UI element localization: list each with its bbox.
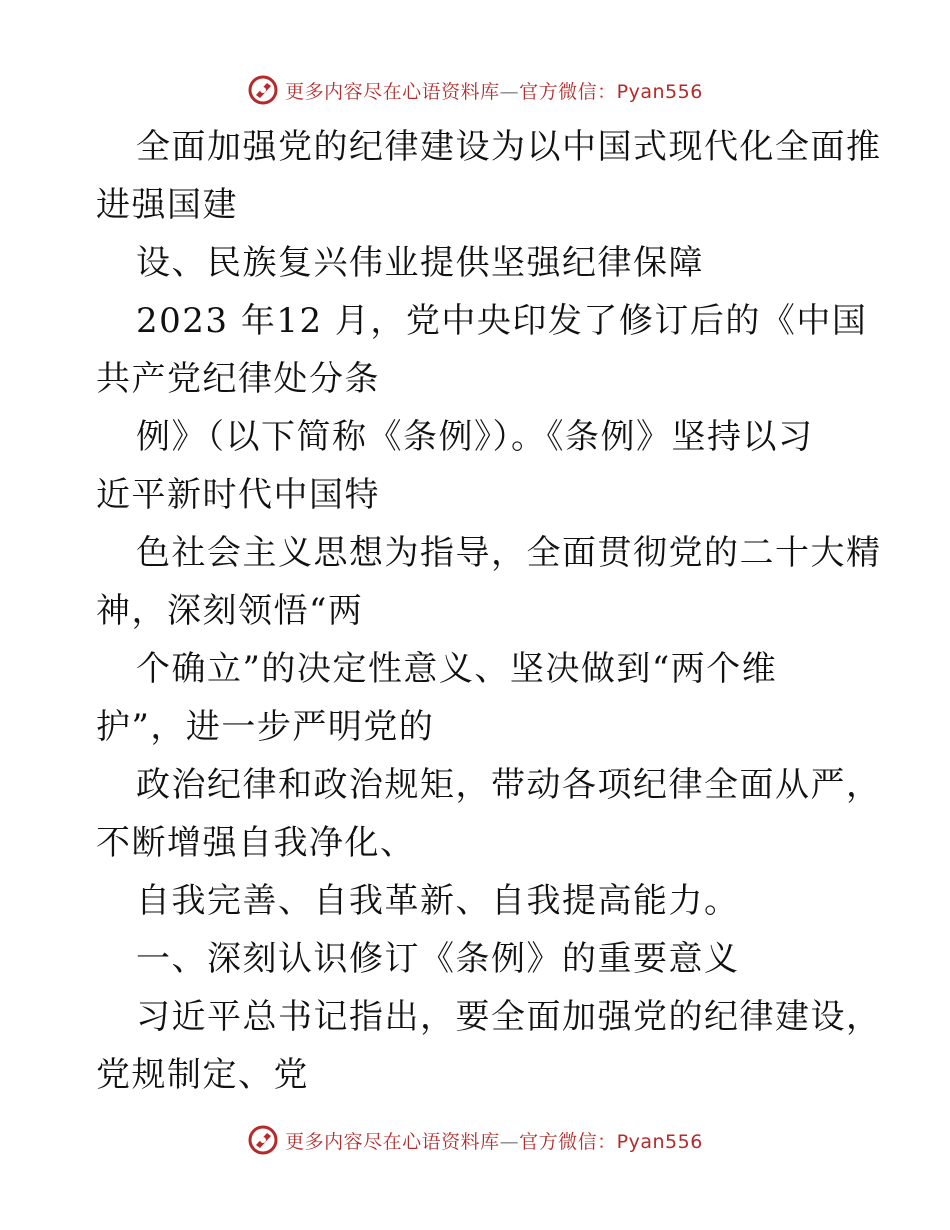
header-banner-title: 更多内容尽在心语资料库 (285, 80, 500, 103)
section-heading: 一、深刻认识修订《条例》的重要意义 (136, 939, 740, 979)
body-line-14: 自我完善、自我革新、自我提高能力。 (136, 881, 740, 921)
header-banner-text (285, 77, 703, 104)
body-line-2: 进强国建 (96, 185, 238, 225)
body-line-10: 个确立”的决定性意义、坚决做到“两个维 (136, 649, 778, 689)
footer-banner-title: 更多内容尽在心语资料库 (285, 1130, 500, 1153)
body-line-9: 神，深刻领悟“两 (96, 591, 364, 631)
body-line-1: 全面加强党的纪律建设为以中国式现代化全面推 (136, 127, 882, 167)
body-line-7: 近平新时代中国特 (96, 475, 380, 515)
document-body (96, 118, 882, 1104)
header-banner-inner (247, 74, 703, 106)
header-banner-contact: 官方微信：Pyan556 (519, 80, 703, 103)
body-line-16: 习近平总书记指出，要全面加强党的纪律建设， (136, 997, 882, 1037)
header-banner-dash: — (499, 80, 520, 103)
body-line-17: 党规制定、党 (96, 1055, 309, 1095)
seal-logo-icon (247, 1124, 279, 1156)
footer-banner-text (285, 1127, 703, 1154)
body-line-3: 设、民族复兴伟业提供坚强纪律保障 (136, 243, 704, 283)
seal-logo-icon (247, 74, 279, 106)
footer-banner-inner (247, 1124, 703, 1156)
body-line-6: 例》（以下简称《条例》）。《条例》坚持以习 (136, 417, 814, 457)
body-line-11: 护”，进一步严明党的 (96, 707, 435, 747)
body-line-4: 2023 年12 月，党中央印发了修订后的《中国 (136, 301, 868, 341)
header-banner (0, 70, 950, 110)
body-line-12: 政治纪律和政治规矩，带动各项纪律全面从严， (136, 765, 882, 805)
footer-banner-dash: — (499, 1130, 520, 1153)
body-line-5: 共产党纪律处分条 (96, 359, 380, 399)
body-line-13: 不断增强自我净化、 (96, 823, 416, 863)
footer-banner (0, 1120, 950, 1160)
footer-banner-contact: 官方微信：Pyan556 (519, 1130, 703, 1153)
body-line-8: 色社会主义思想为指导，全面贯彻党的二十大精 (136, 533, 882, 573)
